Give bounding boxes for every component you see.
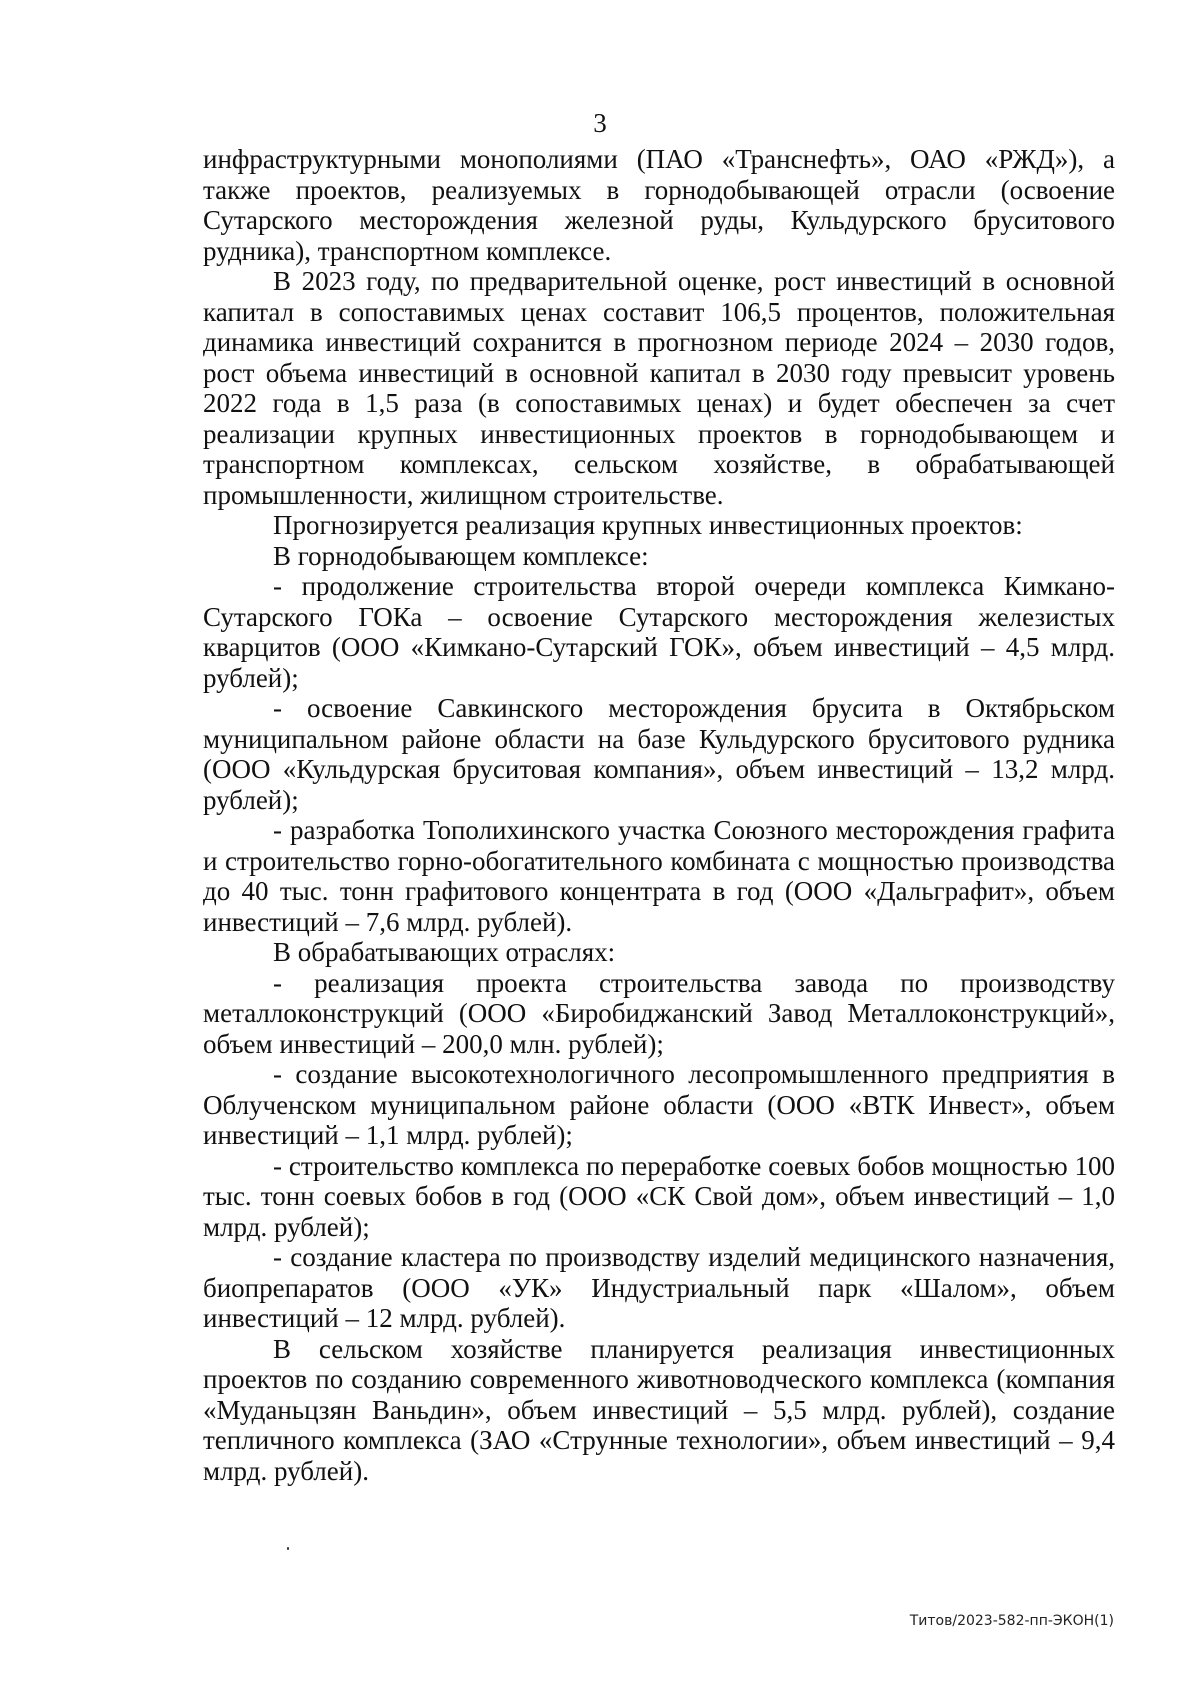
list-item-graphite: - разработка Тополихинского участка Союзного месторождения графита и строительство горно-обогатительного комбината с мощностью производства до 40 тыс. тонн графитового концентрата в год (ООО «Дальграфит», объем инвестиций – 7,6 млрд. рублей). (203, 815, 1115, 937)
document-body (203, 144, 1115, 1486)
paragraph-projects-intro: Прогнозируется реализация крупных инвестиционных проектов: (273, 510, 1023, 540)
document-code-footer: Титов/2023-582-пп-ЭКОН(1) (909, 1613, 1114, 1629)
list-item-savkinskoe-brucite: - освоение Савкинского месторождения брусита в Октябрьском муниципальном районе области на базе Кульдурского бруситового рудника (ООО «Кульдурская бруситовая компания», объем инвестиций – 13,2 млрд. рублей); (203, 693, 1115, 815)
list-item-soybean-processing: - строительство комплекса по переработке соевых бобов мощностью 100 тыс. тонн соевых бобов в год (ООО «СК Свой дом», объем инвестиций – 1,0 млрд. рублей); (203, 1150, 1115, 1242)
section-heading-mining: В горнодобывающем комплексе: (273, 540, 649, 571)
list-item-metal-structures: - реализация проекта строительства завода по производству металлоконструкций (ООО «Биробиджанский Завод Металлоконструкций», объем инвестиций – 200,0 млн. рублей); (203, 967, 1115, 1059)
list-item-kimkano-sutarsky: - продолжение строительства второй очереди комплекса Кимкано-Сутарского ГОКа – освоение Сутарского месторождения железистых кварцитов (ООО «Кимкано-Сутарский ГОК», объем инвестиций – 4,5 млрд. рублей); (203, 571, 1115, 693)
paragraph-continuation: инфраструктурными монополиями (ПАО «Транснефть», ОАО «РЖД»), а также проектов, реализуемых в горнодобывающей отрасли (освоение Сутарского месторождения железной руды, Кульдурского бруситового рудника), транспортном комплексе. (203, 144, 1115, 266)
paragraph-investment-forecast: В 2023 году, по предварительной оценке, рост инвестиций в основной капитал в сопоставимых ценах составит 106,5 процентов, положительная динамика инвестиций сохранится в прогнозном периоде 2024 – 2030 годов, рост объема инвестиций в основной капитал в 2030 году превысит уровень 2022 года в 1,5 раза (в сопоставимых ценах) и будет обеспечен за счет реализации крупных инвестиционных проектов в горнодобывающем и транспортном комплексах, сельском хозяйстве, в обрабатывающей промышленности, жилищном строительстве. (203, 266, 1115, 510)
list-item-timber-enterprise: - создание высокотехнологичного лесопромышленного предприятия в Облученском муниципальном районе области (ООО «ВТК Инвест», объем инвестиций – 1,1 млрд. рублей); (203, 1059, 1115, 1150)
page-number: 3 (593, 108, 607, 138)
section-heading-manufacturing: В обрабатывающих отраслях: (273, 937, 616, 967)
scan-speck (287, 1547, 289, 1550)
paragraph-agriculture: В сельском хозяйстве планируется реализация инвестиционных проектов по созданию современного животноводческого комплекса (компания «Муданьцзян Ваньдин», объем инвестиций – 5,5 млрд. рублей), создание тепличного комплекса (ЗАО «Струнные технологии», объем инвестиций – 9,4 млрд. рублей). (203, 1333, 1115, 1486)
list-item-medical-cluster: - создание кластера по производству изделий медицинского назначения, биопрепаратов (ООО «УК» Индустриальный парк «Шалом», объем инвестиций – 12 млрд. рублей). (203, 1242, 1115, 1333)
